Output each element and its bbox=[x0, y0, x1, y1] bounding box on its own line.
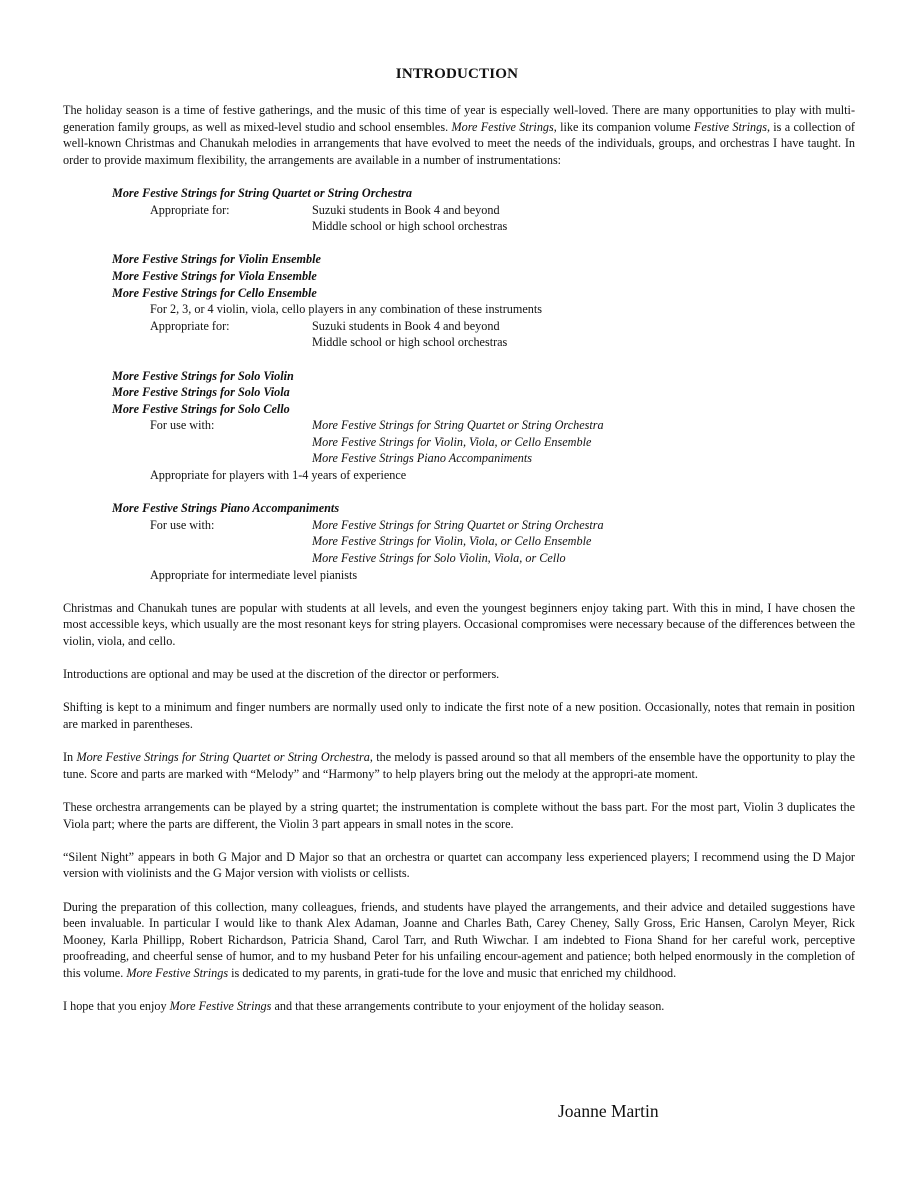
melody-paragraph: In More Festive Strings for String Quartet or String Orchestra, the melody is passed around so that all members of the ensemble have the opportunity to play the tune. Score and parts are marked with “Melody” and “Harmony” to help players bring out the melody at the appropri-ate moment. bbox=[63, 750, 855, 781]
edition-value: Middle school or high school orchestras bbox=[312, 219, 508, 234]
closing-paragraph: I hope that you enjoy More Festive Strings and that these arrangements contribute to your enjoyment of the holiday season. bbox=[63, 999, 665, 1014]
intro-emphasis: More Festive Strings bbox=[451, 119, 554, 134]
document-body bbox=[63, 102, 855, 1031]
edition-row bbox=[112, 550, 855, 567]
edition-note: For 2, 3, or 4 violin, viola, cello players in any combination of these instruments bbox=[150, 302, 542, 317]
edition-value: Middle school or high school orchestras bbox=[312, 335, 508, 350]
edition-row bbox=[112, 218, 855, 235]
edition-group-quartet bbox=[63, 185, 855, 235]
introductions-paragraph: Introductions are optional and may be used at the discretion of the director or performers. bbox=[63, 667, 500, 682]
shifting-paragraph: Shifting is kept to a minimum and finger numbers are normally used only to indicate the first note of a new position. Occasionally, notes that remain in position are marked in parentheses. bbox=[63, 700, 855, 731]
edition-title: More Festive Strings for Cello Ensemble bbox=[112, 285, 317, 300]
closing-emphasis: More Festive Strings bbox=[169, 999, 272, 1014]
edition-row bbox=[112, 533, 855, 550]
edition-row bbox=[112, 202, 855, 219]
edition-title: More Festive Strings for Solo Cello bbox=[112, 401, 290, 416]
edition-row bbox=[112, 334, 855, 351]
edition-title: More Festive Strings for String Quartet or String Orchestra bbox=[112, 185, 413, 200]
acknowledgements-emphasis: More Festive Strings bbox=[126, 965, 229, 980]
intro-text: , is a collection of well-known Christmas and Chanukah melodies in arrangements that have evolved to meet the needs of the individuals, groups, and orchestras I have taught. In order to provide maximum flexibility, the arrangements are available in a number of instrumentations: bbox=[63, 119, 855, 167]
edition-label: Appropriate for: bbox=[150, 202, 230, 217]
edition-label: Appropriate for: bbox=[150, 318, 230, 333]
edition-row bbox=[112, 450, 855, 467]
keys-paragraph: Christmas and Chanukah tunes are popular with students at all levels, and even the youngest beginners enjoy taking part. With this in mind, I have chosen the most accessible keys, which usually are the most resonant keys for string players. Occasional compromises were necessary because of the differences between the violin, viola, and cello. bbox=[63, 600, 855, 648]
page-title: INTRODUCTION bbox=[395, 66, 519, 82]
edition-value: More Festive Strings for Violin, Viola, or Cello Ensemble bbox=[312, 534, 592, 549]
edition-title: More Festive Strings for Solo Violin bbox=[112, 368, 294, 383]
edition-group-piano bbox=[63, 500, 855, 583]
edition-value: Suzuki students in Book 4 and beyond bbox=[312, 318, 500, 333]
edition-group-solo bbox=[63, 368, 855, 484]
author-signature: Joanne Martin bbox=[558, 1101, 659, 1121]
edition-value: More Festive Strings for Solo Violin, Viola, or Cello bbox=[312, 551, 566, 566]
edition-value: More Festive Strings Piano Accompaniments bbox=[312, 451, 533, 466]
edition-title: More Festive Strings Piano Accompaniments bbox=[112, 501, 340, 516]
edition-label: For use with: bbox=[150, 517, 215, 532]
intro-text: The holiday season is a time of festive gatherings, and the music of this time of year is especially well-loved. There are many opportunities to play with multi-generation family groups, as well as mixed-level studio and school ensembles. bbox=[63, 103, 855, 134]
quartet-paragraph: These orchestra arrangements can be played by a string quartet; the instrumentation is complete without the bass part. For the most part, Violin 3 duplicates the Viola part; where the parts are different, the Violin 3 part appears in small notes in the score. bbox=[63, 799, 855, 831]
editions-list bbox=[63, 185, 855, 583]
intro-text: , like its companion volume bbox=[553, 119, 694, 134]
edition-value: More Festive Strings for String Quartet or String Orchestra bbox=[312, 517, 604, 532]
edition-label: For use with: bbox=[150, 418, 215, 433]
acknowledgements-paragraph: During the preparation of this collection, many colleagues, friends, and students have played the arrangements, and their advice and detailed suggestions have been invaluable. In particular I would like to thank Alex Adaman, Joanne and Charles Bath, Carey Cheney, Sally Gross, Eric Hansen, Carolyn Meyer, Rick Mooney, Karla Phillipp, Robert Richardson, Patricia Shand, Carol Tarr, and Ruth Wiwchar. I am indebted to Fiona Shand for her careful work, perceptive proofreading, and cheerful sense of humor, and to my husband Peter for his unfailing encour-agement and patience; both helped enormously in the completion of this volume. More Festive Strings is dedicated to my parents, in grati-tude for the love and music that enriched my childhood. bbox=[63, 899, 855, 980]
edition-title: More Festive Strings for Solo Viola bbox=[112, 385, 290, 400]
edition-title: More Festive Strings for Violin Ensemble bbox=[112, 252, 321, 267]
edition-row bbox=[112, 417, 855, 434]
melody-emphasis: More Festive Strings for String Quartet or String Orchestra bbox=[76, 750, 370, 765]
edition-title: More Festive Strings for Viola Ensemble bbox=[112, 268, 317, 283]
edition-value: More Festive Strings for String Quartet or String Orchestra bbox=[312, 418, 604, 433]
edition-note: Appropriate for players with 1-4 years of experience bbox=[150, 468, 407, 483]
intro-paragraph bbox=[63, 102, 855, 168]
edition-row bbox=[112, 434, 855, 451]
silent-night-paragraph: “Silent Night” appears in both G Major and D Major so that an orchestra or quartet can accompany less experienced players; I recommend using the D Major version with violinists and the G Major version with violists or cellists. bbox=[63, 849, 855, 881]
edition-group-ensemble bbox=[63, 251, 855, 351]
intro-emphasis: Festive Strings bbox=[693, 119, 767, 134]
edition-value: More Festive Strings for Violin, Viola, or Cello Ensemble bbox=[312, 434, 592, 449]
edition-row bbox=[112, 517, 855, 534]
edition-row bbox=[112, 318, 855, 335]
edition-note: Appropriate for intermediate level pianists bbox=[150, 567, 358, 582]
edition-value: Suzuki students in Book 4 and beyond bbox=[312, 202, 500, 217]
